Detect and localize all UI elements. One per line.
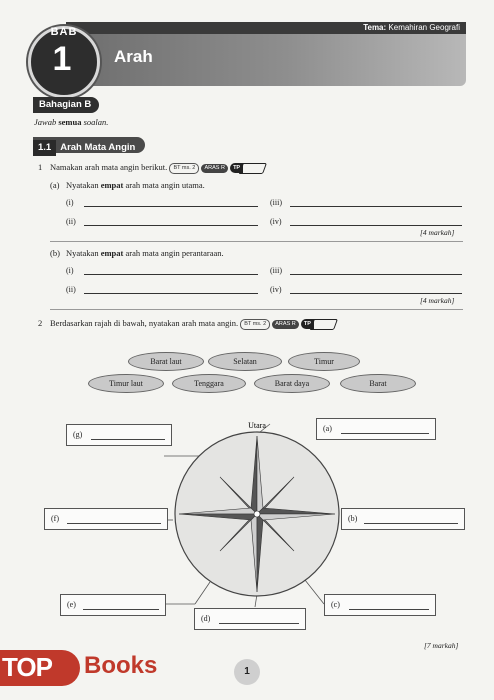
tp-box: TP <box>230 163 264 173</box>
bab-word: BAB <box>50 26 78 38</box>
aras-badge: ARAS R <box>272 320 298 329</box>
divider <box>50 241 463 242</box>
answer-box-d[interactable]: (d) <box>194 608 306 630</box>
option-oval: Timur <box>288 352 360 371</box>
answer-box-g[interactable]: (g) <box>66 424 172 446</box>
aras-badge: ARAS R <box>201 164 227 173</box>
publisher-logo <box>0 650 190 690</box>
option-oval: Tenggara <box>172 374 246 393</box>
bt-badge: BT ms. 2 <box>169 163 199 174</box>
subsection-label: 1.1 Arah Mata Angin <box>33 137 145 153</box>
answer-box-e[interactable]: (e) <box>60 594 166 616</box>
q1b-label: (b) <box>50 248 60 258</box>
chapter-number: 1 <box>52 40 72 78</box>
q1-number: 1 <box>38 162 43 172</box>
q2-marks: [7 markah] <box>424 641 459 650</box>
divider <box>50 309 463 310</box>
answer-box-b[interactable]: (b) <box>341 508 465 530</box>
option-oval: Barat daya <box>254 374 330 393</box>
q1b-iii-answer-line[interactable] <box>290 274 462 275</box>
q1a-text: Nyatakan empat arah mata angin utama. <box>66 180 205 190</box>
q1a-ii-label: (ii) <box>66 217 76 226</box>
bt-badge: BT ms. 2 <box>240 319 270 330</box>
q1b-marks: [4 markah] <box>420 296 455 305</box>
option-oval: Timur laut <box>88 374 164 393</box>
q1a-i-answer-line[interactable] <box>84 206 258 207</box>
q1b-ii-label: (ii) <box>66 285 76 294</box>
section-instruction: Jawab semua soalan. <box>34 117 109 127</box>
chapter-title: Arah <box>114 47 153 66</box>
north-label: Utara <box>248 421 266 430</box>
q1a-marks: [4 markah] <box>420 228 455 237</box>
option-oval: Barat <box>340 374 416 393</box>
answer-box-a[interactable]: (a) <box>316 418 436 440</box>
q1a-iv-label: (iv) <box>270 217 282 226</box>
q1b-iv-label: (iv) <box>270 285 282 294</box>
logo-top-text: TOP <box>2 652 52 682</box>
q1a-ii-answer-line[interactable] <box>84 225 258 226</box>
q1a-iv-answer-line[interactable] <box>290 225 462 226</box>
q1b-i-label: (i) <box>66 266 74 275</box>
q2-number: 2 <box>38 318 43 328</box>
section-label: Bahagian B <box>33 97 99 113</box>
option-oval: Selatan <box>208 352 282 371</box>
q1b-text: Nyatakan empat arah mata angin perantaraan. <box>66 248 224 258</box>
q1a-i-label: (i) <box>66 198 74 207</box>
q1a-label: (a) <box>50 180 60 190</box>
answer-box-c[interactable]: (c) <box>324 594 436 616</box>
logo-books-text: Books <box>84 652 158 679</box>
q2-text: Berdasarkan rajah di bawah, nyatakan arah mata angin. BT ms. 2 ARAS R TP <box>50 318 335 330</box>
q1b-iii-label: (iii) <box>270 266 282 275</box>
page-number: 1 <box>234 659 260 685</box>
q1b-i-answer-line[interactable] <box>84 274 258 275</box>
answer-box-f[interactable]: (f) <box>44 508 168 530</box>
q1-text: Namakan arah mata angin berikut. BT ms. 2 ARAS R TP <box>50 162 264 174</box>
q1b-ii-answer-line[interactable] <box>84 293 258 294</box>
theme-label: Tema: Kemahiran Geografi <box>363 23 460 32</box>
tp-box: TP <box>301 319 335 329</box>
q1a-iii-answer-line[interactable] <box>290 206 462 207</box>
q1a-iii-label: (iii) <box>270 198 282 207</box>
q1b-iv-answer-line[interactable] <box>290 293 462 294</box>
option-oval: Barat laut <box>128 352 204 371</box>
